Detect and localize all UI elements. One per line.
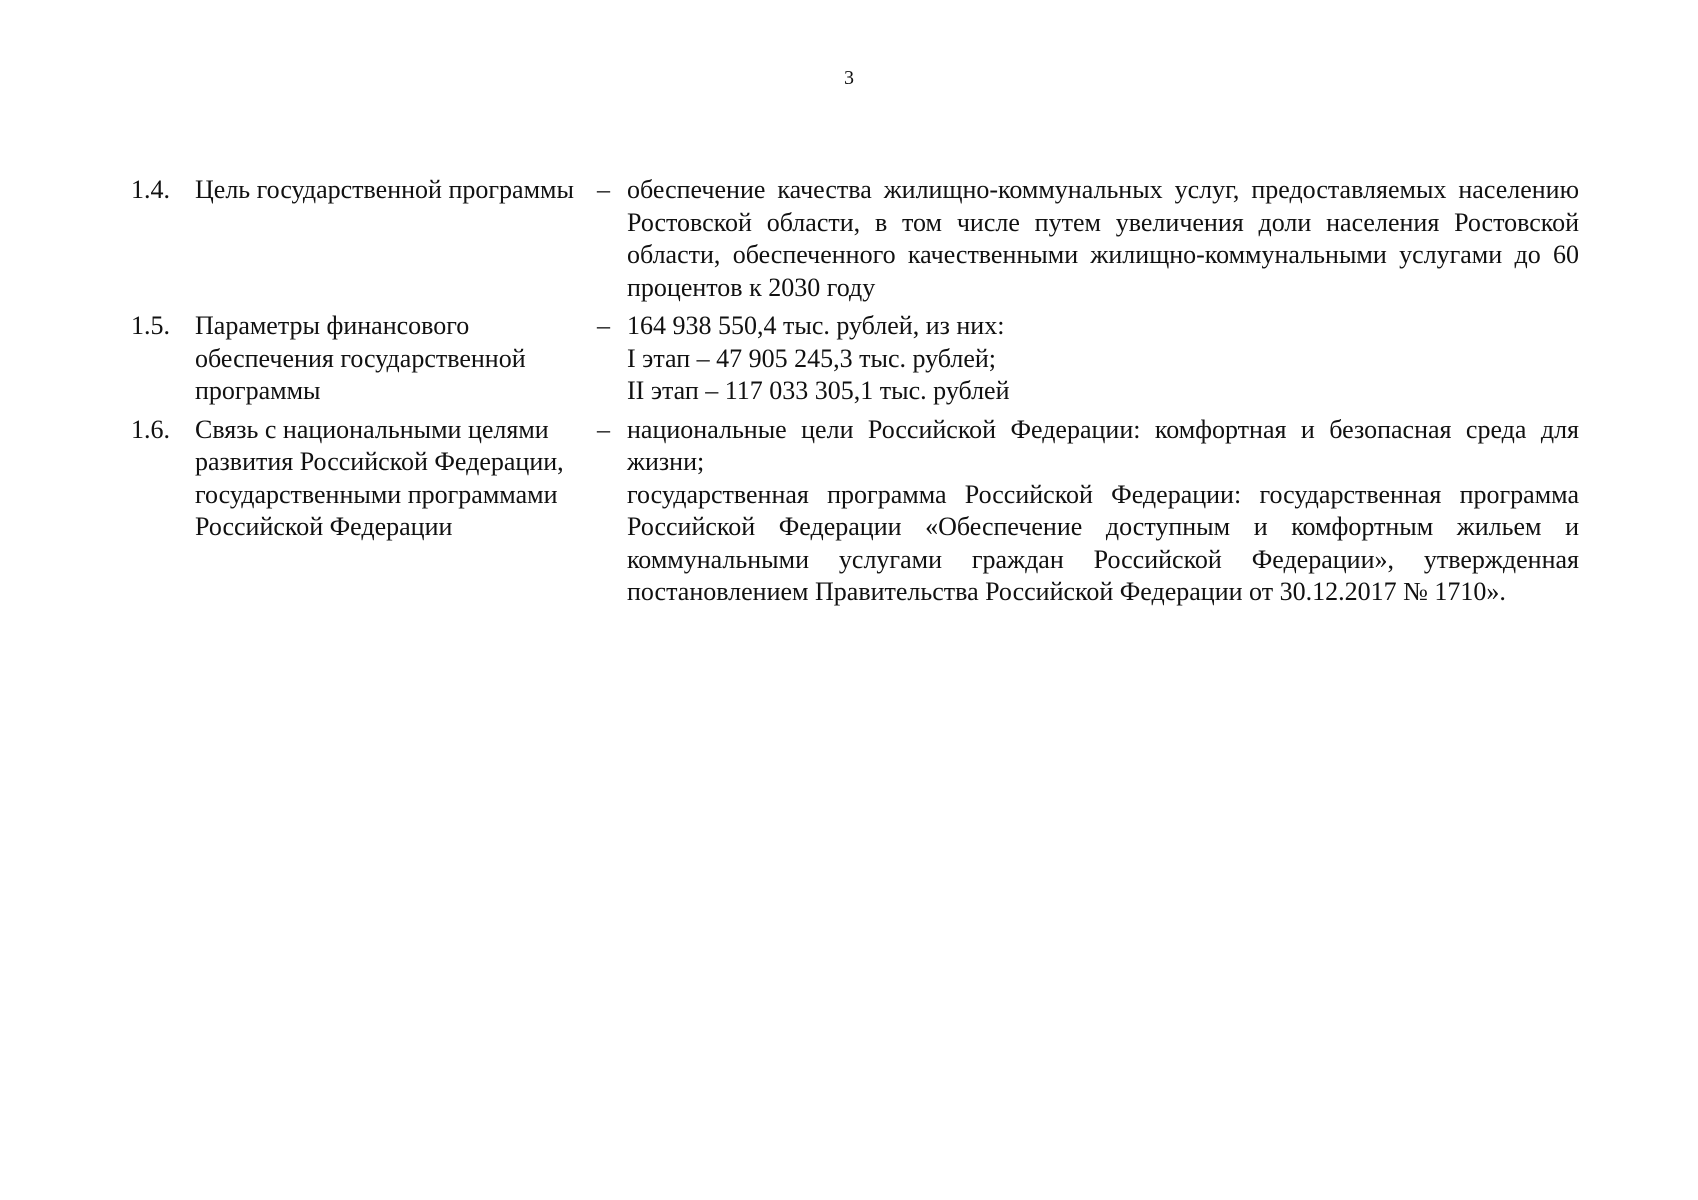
row-value — [627, 414, 1579, 609]
value-paragraph: обеспечение качества жилищно-коммунальных услуг, предоставляемых населению Ростовской области, в том числе путем увеличения доли населения Ростовской области, обеспеченного качественными жилищно-коммунальными услугами до 60 процентов к 2030 году — [627, 175, 1579, 302]
value-paragraph: государственная программа Российской Федерации: государственная программа Российской Федерации «Обеспечение доступным и комфортным жильем и коммунальными услугами граждан Российской Федерации», утвержденная постановлением Правительства Российской Федерации от 30.12.2017 № 1710». — [627, 479, 1579, 606]
row-label: Цель государственной программы — [195, 175, 574, 204]
value-paragraph: II этап – 117 033 305,1 тыс. рублей — [627, 376, 1010, 405]
table-row — [131, 174, 1579, 304]
page-number: 3 — [844, 67, 854, 89]
value-paragraph: I этап – 47 905 245,3 тыс. рублей; — [627, 343, 997, 373]
value-paragraph: национальные цели Российской Федерации: комфортная и безопасная среда для жизни; — [627, 414, 1579, 476]
dash-separator: – — [597, 414, 610, 444]
dash-separator: – — [597, 311, 610, 340]
program-passport-table — [131, 174, 1579, 615]
row-number: 1.4. — [131, 175, 170, 204]
row-value — [627, 310, 1579, 408]
row-number: 1.5. — [131, 311, 170, 340]
value-paragraph: 164 938 550,4 тыс. рублей, из них: — [627, 311, 1005, 340]
row-number: 1.6. — [131, 414, 170, 444]
row-label: Связь с национальными целями развития Российской Федерации, государственными программами Российской Федерации — [195, 414, 564, 541]
dash-separator: – — [597, 175, 610, 204]
table-row — [131, 310, 1579, 408]
table-row — [131, 414, 1579, 609]
row-value — [627, 174, 1579, 304]
row-label: Параметры финансового обеспечения государственной программы — [195, 311, 526, 405]
